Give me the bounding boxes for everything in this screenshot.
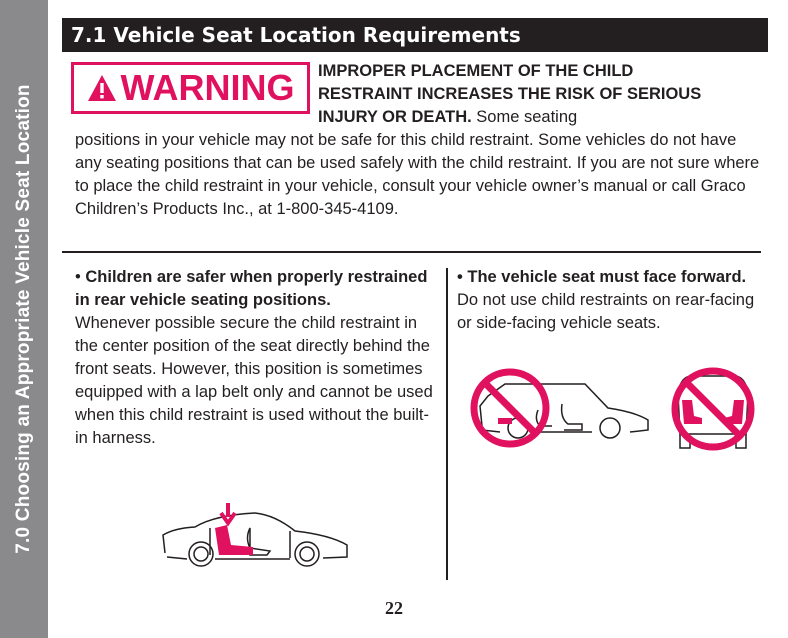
warning-headline-block <box>318 60 718 129</box>
station-wagon-rear-facing-prohibited-illustration <box>460 368 652 452</box>
forward-seat-heading: • The vehicle seat must face forward. <box>457 268 747 286</box>
warning-body: positions in your vehicle may not be safe for this child restraint. Some vehicles do not have any seating positions that can be used safely with the child restraint. If you are not sure where to place the child restraint in your vehicle, consult your vehicle owner’s manual or call Graco Children’s Products Inc., at 1-800-345-4109. <box>75 131 760 218</box>
forward-seat-body: Do not use child restraints on rear-facing or side-facing vehicle seats. <box>457 291 755 332</box>
rear-seat-section <box>75 266 440 450</box>
warning-badge <box>71 62 310 114</box>
section-sidebar <box>0 0 48 638</box>
divider <box>62 251 761 253</box>
warning-headline: IMPROPER PLACEMENT OF THE CHILD RESTRAINT INCREASES THE RISK OF SERIOUS INJURY OR DEATH. <box>318 62 702 126</box>
rear-seat-heading: Children are safer when properly restrained in rear vehicle seating positions. <box>75 268 428 309</box>
section-title: 7.0 Choosing an Appropriate Vehicle Seat Location <box>13 84 34 554</box>
warning-body-lead: Some seating <box>471 108 578 126</box>
warning-label: WARNING <box>120 67 295 108</box>
sedan-center-rear-seat-illustration <box>155 503 355 571</box>
bullet: • <box>75 268 86 286</box>
side-facing-seat-prohibited-illustration <box>668 364 758 454</box>
column-divider <box>446 268 448 580</box>
rear-seat-body: Whenever possible secure the child restraint in the center position of the seat directly behind the front seats. However, this position is sometimes equipped with a lap belt only and cannot be used when this child restraint is used without the built-in harness. <box>75 314 433 447</box>
page-number: 22 <box>385 598 403 618</box>
forward-seat-section <box>457 266 757 335</box>
page-title: 7.1 Vehicle Seat Location Requirements <box>62 18 768 52</box>
warning-triangle-icon <box>87 74 117 102</box>
